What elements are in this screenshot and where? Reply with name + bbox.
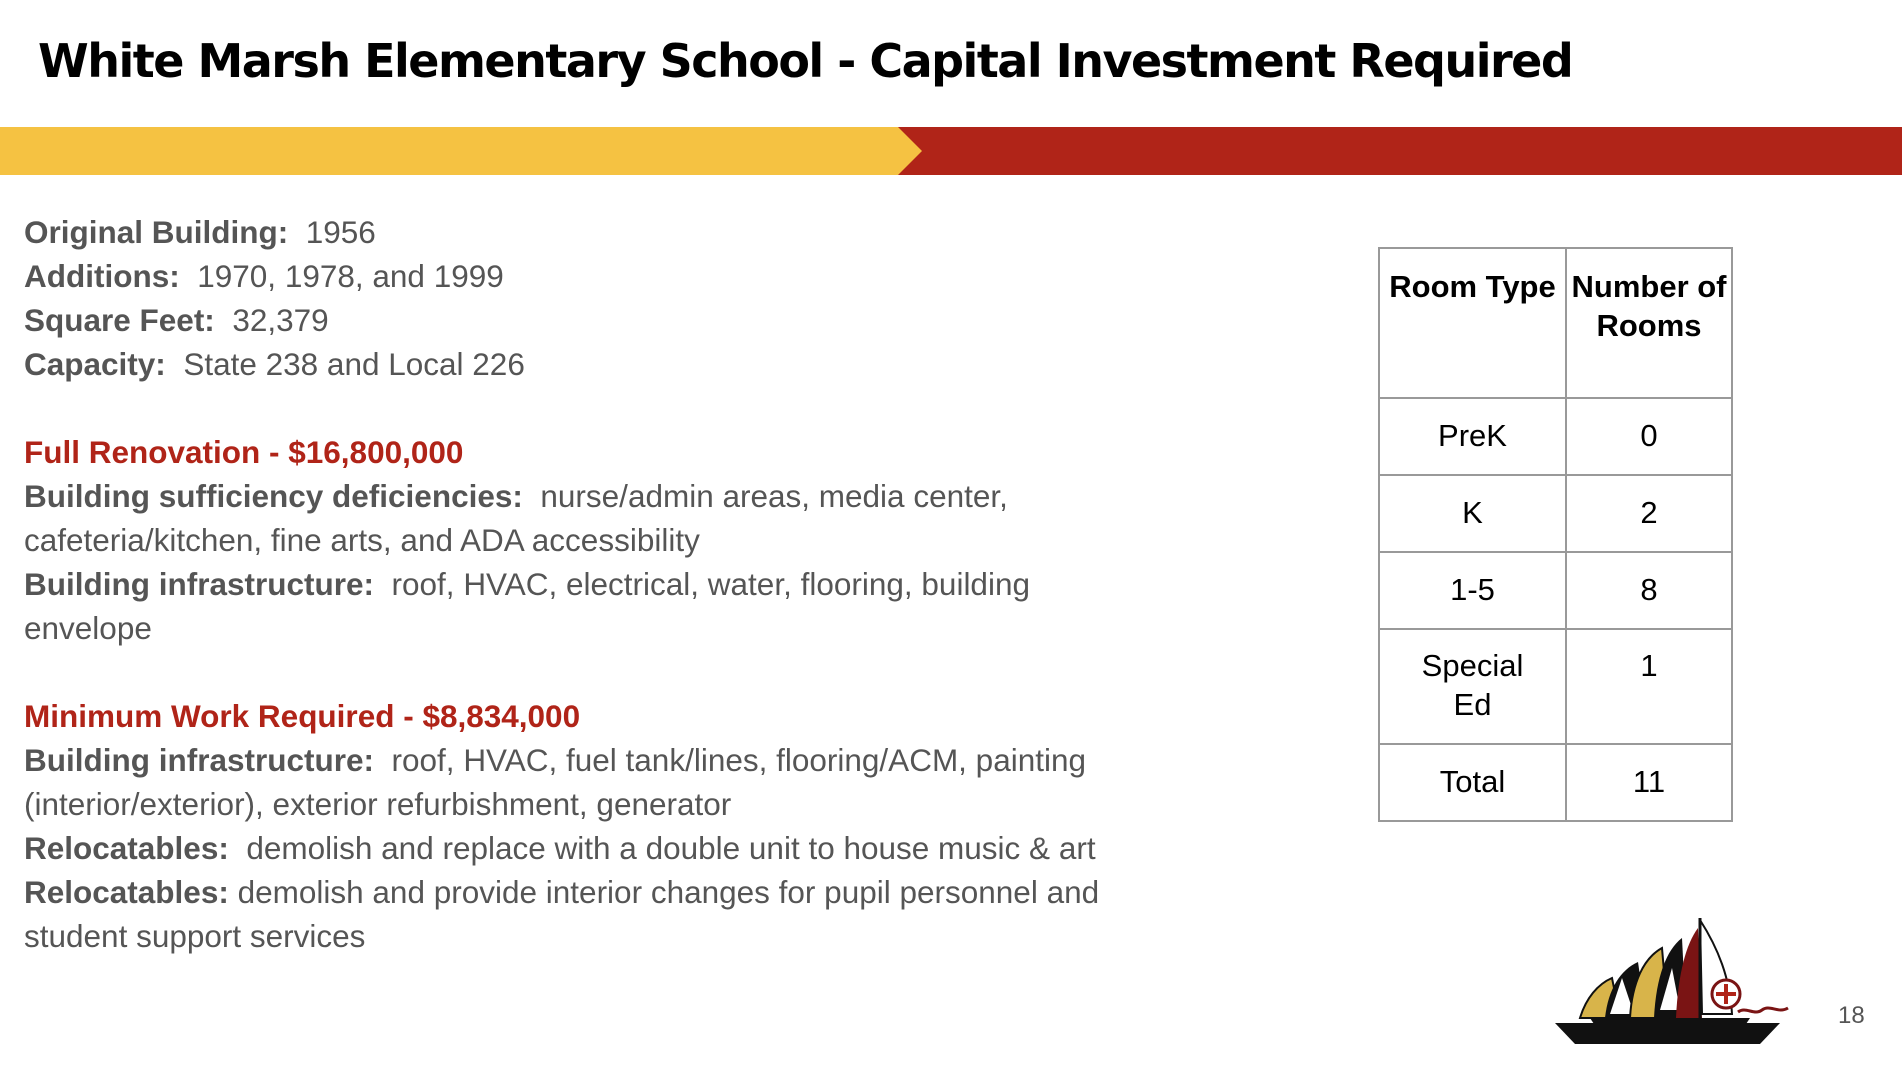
room-count-cell: 2 xyxy=(1566,475,1732,552)
item-text: roof, HVAC, fuel tank/lines, flooring/ACM, painting (interior/exterior), exterior refurbishment, generator xyxy=(24,742,1087,822)
project-info xyxy=(24,210,1134,958)
room-type-cell: K xyxy=(1379,475,1566,552)
table-header-row xyxy=(1379,248,1732,398)
fact-value: State 238 and Local 226 xyxy=(183,346,525,382)
item-text: roof, HVAC, electrical, water, flooring, building envelope xyxy=(24,566,1030,646)
full-renovation-item xyxy=(24,474,1134,562)
room-type-cell: Special Ed xyxy=(1379,629,1566,744)
table-row xyxy=(1379,475,1732,552)
minimum-work-item xyxy=(24,826,1134,870)
room-type-cell: Total xyxy=(1379,744,1566,821)
item-label: Building infrastructure: xyxy=(24,566,375,602)
title-banner xyxy=(0,127,1902,175)
full-renovation-item xyxy=(24,562,1134,650)
fact-label: Square Feet: xyxy=(24,302,215,338)
minimum-work-item xyxy=(24,870,1134,958)
room-count-table xyxy=(1378,247,1733,822)
room-type-header: Room Type xyxy=(1379,248,1566,398)
fact-label: Original Building: xyxy=(24,214,289,250)
table-row xyxy=(1379,398,1732,475)
table-row xyxy=(1379,629,1732,744)
fact-value: 1970, 1978, and 1999 xyxy=(197,258,504,294)
room-count-cell: 11 xyxy=(1566,744,1732,821)
fact-label: Capacity: xyxy=(24,346,166,382)
number-of-rooms-header: Number of Rooms xyxy=(1566,248,1732,398)
room-count-cell: 0 xyxy=(1566,398,1732,475)
slide-title: White Marsh Elementary School - Capital Investment Required xyxy=(38,34,1573,88)
full-renovation-heading: Full Renovation - $16,800,000 xyxy=(24,434,464,470)
fact-value: 32,379 xyxy=(232,302,329,338)
item-text: demolish and replace with a double unit to house music & art xyxy=(246,830,1096,866)
fact-label: Additions: xyxy=(24,258,180,294)
room-count-cell: 1 xyxy=(1566,629,1732,744)
fact-square-feet xyxy=(24,298,1134,342)
minimum-work-heading: Minimum Work Required - $8,834,000 xyxy=(24,698,581,734)
fact-value: 1956 xyxy=(305,214,376,250)
school-district-ship-logo-icon xyxy=(1550,918,1820,1048)
table-row xyxy=(1379,744,1732,821)
room-type-cell: 1-5 xyxy=(1379,552,1566,629)
item-label: Building infrastructure: xyxy=(24,742,375,778)
minimum-work-item xyxy=(24,738,1134,826)
item-text: nurse/admin areas, media center, cafeteria/kitchen, fine arts, and ADA accessibility xyxy=(24,478,1008,558)
item-label: Building sufficiency deficiencies: xyxy=(24,478,523,514)
room-count-cell: 8 xyxy=(1566,552,1732,629)
page-number: 18 xyxy=(1838,1002,1865,1029)
table-row xyxy=(1379,552,1732,629)
item-label: Relocatables: xyxy=(24,874,229,910)
room-type-cell: PreK xyxy=(1379,398,1566,475)
fact-additions xyxy=(24,254,1134,298)
item-text: demolish and provide interior changes for pupil personnel and student support services xyxy=(24,874,1100,954)
fact-capacity xyxy=(24,342,1134,386)
item-label: Relocatables: xyxy=(24,830,229,866)
fact-original-building xyxy=(24,210,1134,254)
